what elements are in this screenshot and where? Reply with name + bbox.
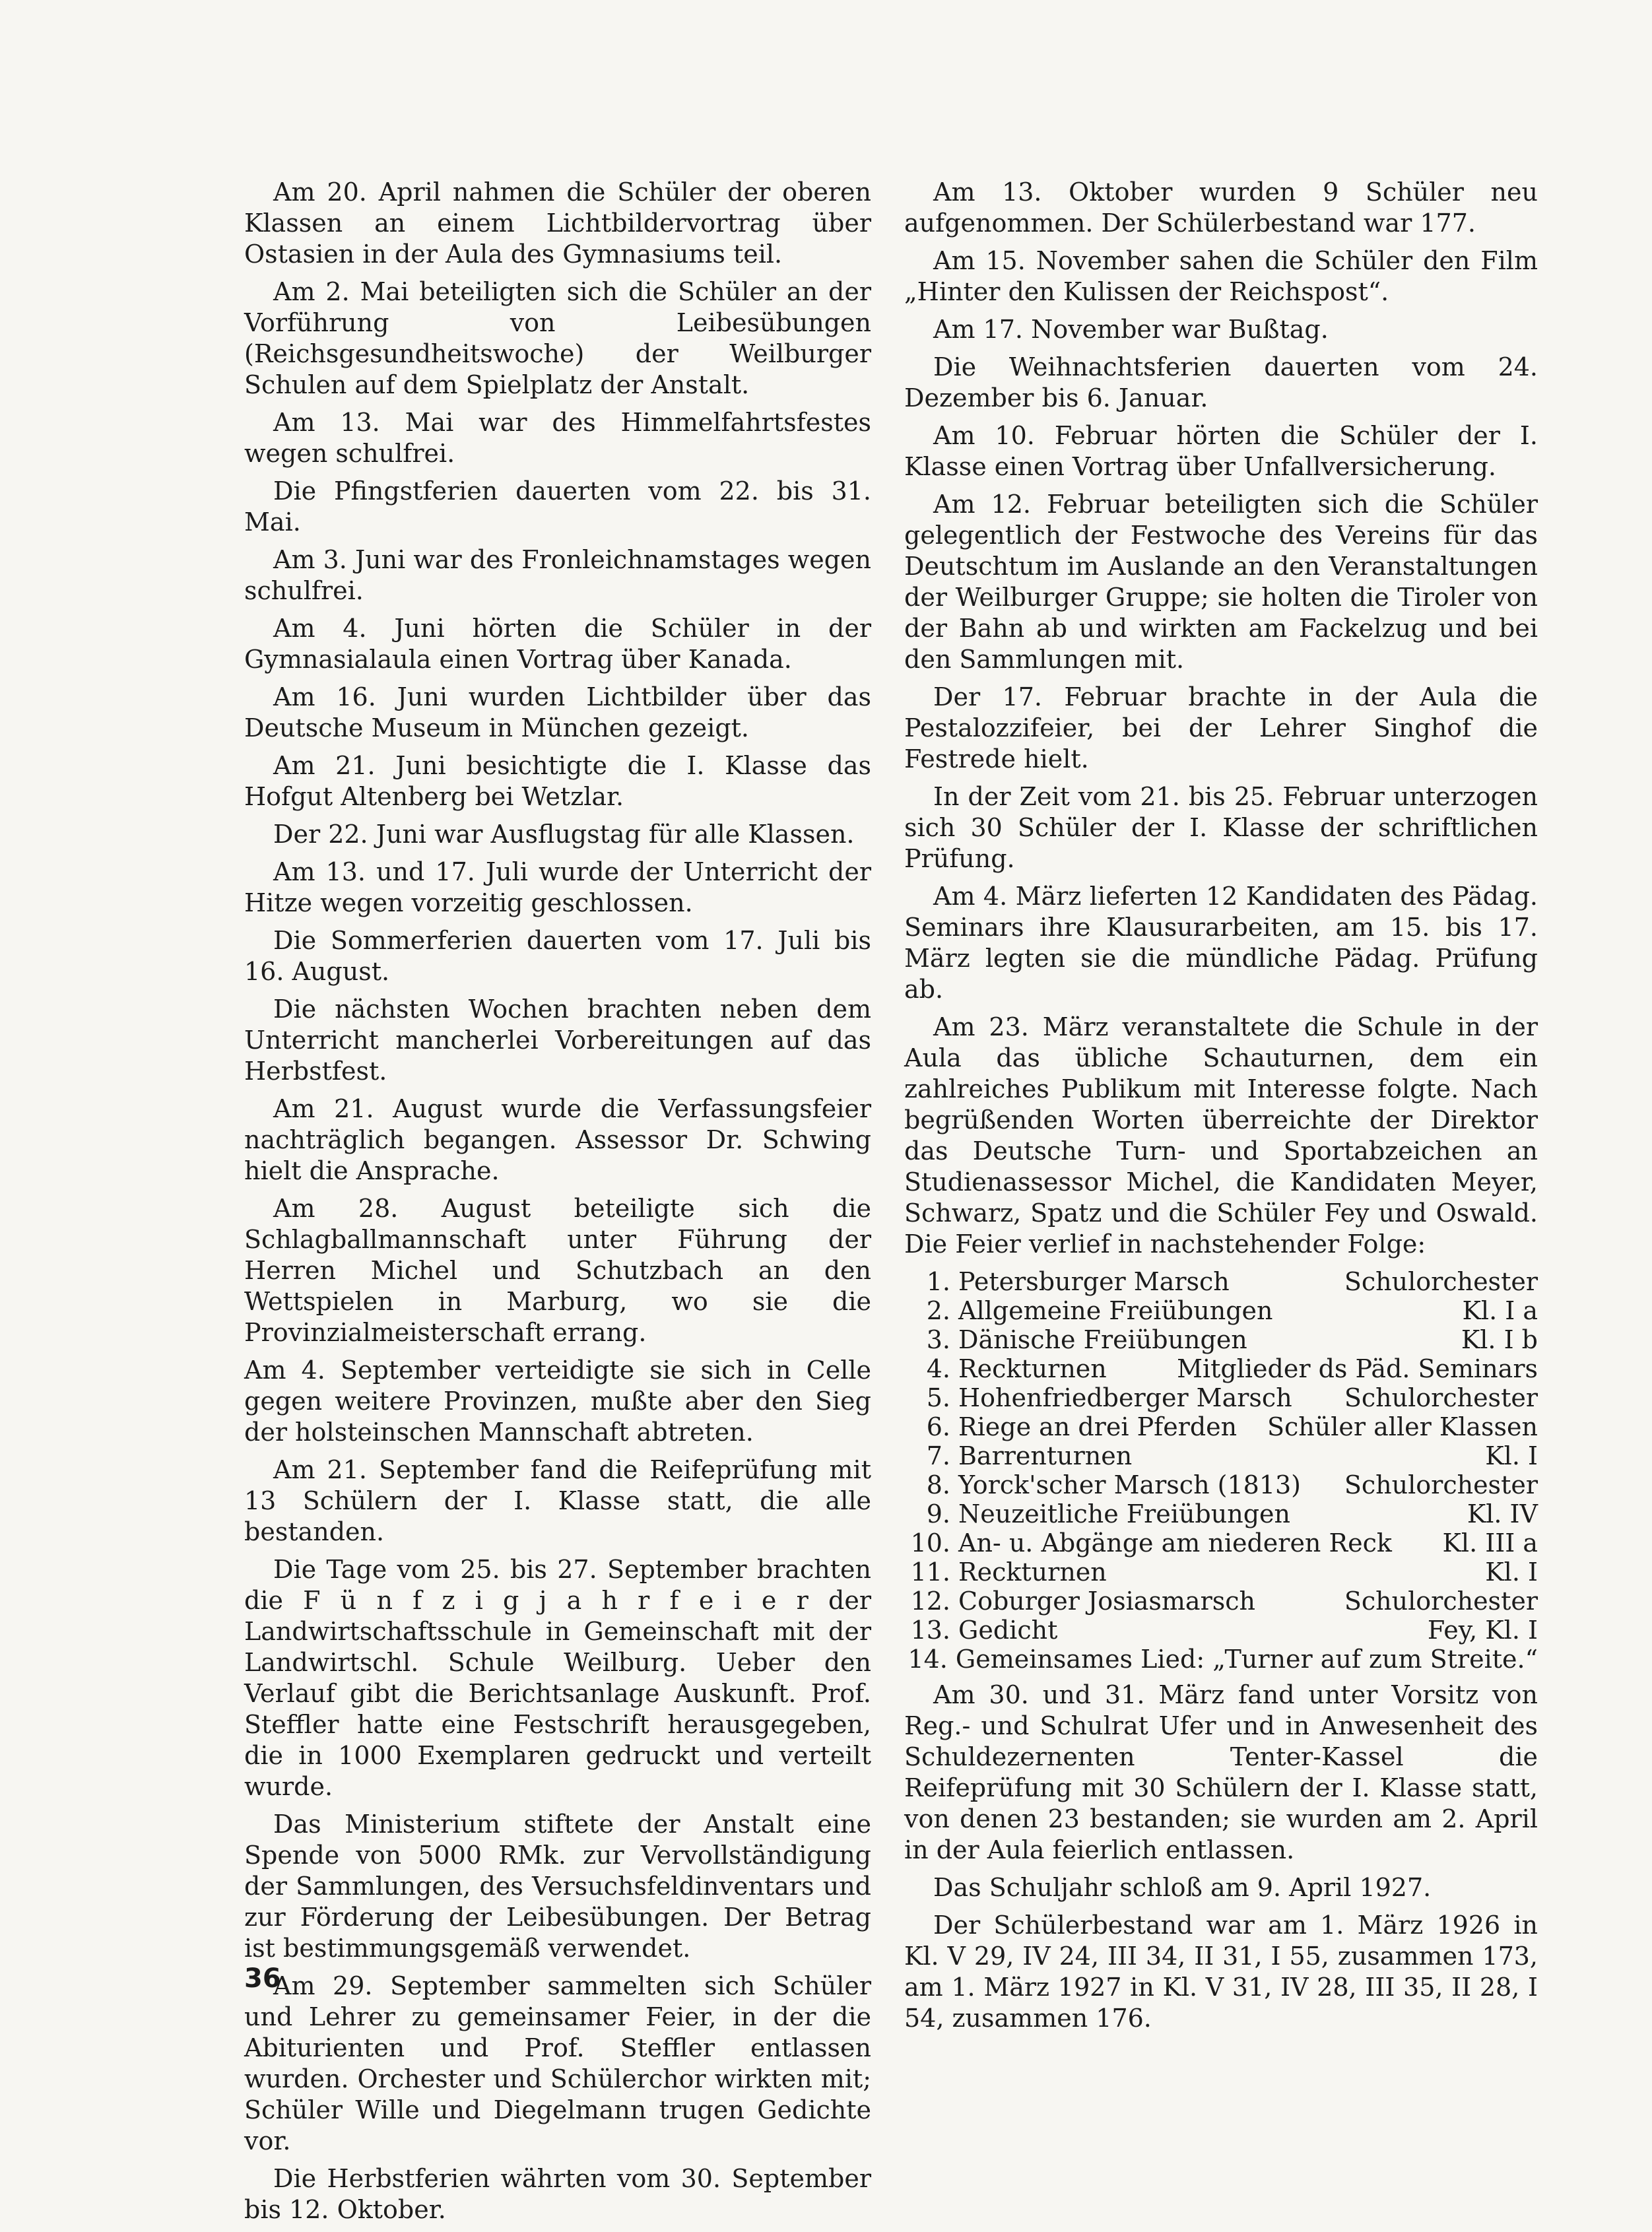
program-item-title: Coburger Josiasmarsch xyxy=(958,1587,1256,1616)
program-item-performer: Schulorchester xyxy=(1344,1383,1538,1412)
paragraph: Am 16. Juni wurden Lichtbilder über das Deutsche Museum in München gezeigt. xyxy=(244,682,871,742)
paragraph: Am 4. September verteidigte sie sich in Celle gegen weitere Provinzen, mußte aber den Sieg der holsteinschen Mannschaft abtreten. xyxy=(244,1356,871,1447)
page-number: 36 xyxy=(244,1963,281,1994)
program-item-title: Gedicht xyxy=(958,1616,1058,1645)
program-item-performer: Schulorchester xyxy=(1344,1470,1538,1499)
program-item-number: 12. xyxy=(910,1587,950,1616)
program-item xyxy=(904,1644,1538,1673)
paragraph: Am 15. November sahen die Schüler den Film „Hinter den Kulissen der Reichspost“. xyxy=(904,246,1538,306)
paragraph: Der 17. Februar brachte in der Aula die Pestalozzifeier, bei der Lehrer Singhof die Festrede hielt. xyxy=(904,682,1538,773)
paragraph: Am 13. Oktober wurden 9 Schüler neu aufgenommen. Der Schülerbestand war 177. xyxy=(904,178,1538,238)
program-item-number: 1. xyxy=(926,1267,950,1296)
program-item-performer: Kl. IV xyxy=(1467,1499,1538,1528)
program-item-title: Neuzeitliche Freiübungen xyxy=(958,1499,1290,1528)
program-item-number: 14. xyxy=(908,1645,948,1674)
program-item-number: 5. xyxy=(926,1383,950,1412)
paragraph: Das Ministerium stiftete der Anstalt eine Spende von 5000 RMk. zur Vervollständigung der Sammlungen, des Versuchsfeldinventars und zur Förderung der Leibesübungen. Der Betrag ist bestimmungsgemäß verwendet. xyxy=(244,1810,871,1963)
paragraph: Am 10. Februar hörten die Schüler der I. Klasse einen Vortrag über Unfallversicherung. xyxy=(904,421,1538,481)
program-item-title: Allgemeine Freiübungen xyxy=(958,1296,1273,1325)
program-item-number: 11. xyxy=(910,1558,950,1587)
program-item-number: 13. xyxy=(910,1616,950,1645)
program-item-performer: Kl. I xyxy=(1485,1441,1538,1470)
right-column xyxy=(904,177,1538,2041)
program-item-title: Barrenturnen xyxy=(958,1441,1133,1470)
program-item xyxy=(904,1383,1538,1412)
paragraph: Am 30. und 31. März fand unter Vorsitz von Reg.- und Schulrat Ufer und in Anwesenheit des Schuldezernenten Tenter-Kassel die Reifeprüfung mit 30 Schülern der I. Klasse statt, von denen 23 bestanden; sie wurden am 2. April in der Aula feierlich entlassen. xyxy=(904,1680,1538,1864)
program-item-number: 4. xyxy=(926,1354,950,1383)
paragraph: Am 20. April nahmen die Schüler der oberen Klassen an einem Lichtbildervortrag über Ostasien in der Aula des Gymnasiums teil. xyxy=(244,178,871,269)
program-item-performer: Mitglieder ds Päd. Seminars xyxy=(1177,1354,1538,1383)
program-item xyxy=(904,1528,1538,1557)
program-item xyxy=(904,1586,1538,1615)
paragraph: Am 28. August beteiligte sich die Schlagballmannschaft unter Führung der Herren Michel und Schutzbach an den Wettspielen in Marburg, wo sie die Provinzialmeisterschaft errang. xyxy=(244,1194,871,1347)
program-item-performer: Kl. I a xyxy=(1462,1296,1538,1325)
program-item xyxy=(904,1354,1538,1383)
paragraph: Am 3. Juni war des Fronleichnamstages wegen schulfrei. xyxy=(244,545,871,605)
paragraph: Das Schuljahr schloß am 9. April 1927. xyxy=(933,1873,1432,1902)
paragraph: Am 23. März veranstaltete die Schule in der Aula das übliche Schauturnen, dem ein zahlreiches Publikum mit Interesse folgte. Nach begrüßenden Worten überreichte der Direktor das Deutsche Turn- und Sportabzeichen an Studienassessor Michel, die Kandidaten Meyer, Schwarz, Spatz und die Schüler Fey und Oswald. Die Feier verlief in nachstehender Folge: xyxy=(904,1012,1538,1259)
program-item-title: An- u. Abgänge am niederen Reck xyxy=(958,1528,1392,1558)
paragraph: Am 12. Februar beteiligten sich die Schüler gelegentlich der Festwoche des Vereins für das Deutschtum im Auslande an den Veranstaltungen der Weilburger Gruppe; sie holten die Tiroler von der Bahn ab und wirkten am Fackelzug und bei den Sammlungen mit. xyxy=(904,490,1538,674)
paragraph: Am 4. März lieferten 12 Kandidaten des Pädag. Seminars ihre Klausurarbeiten, am 15. bis 17. März legten sie die mündliche Pädag. Prüfung ab. xyxy=(904,882,1538,1004)
program-item xyxy=(904,1325,1538,1354)
program-item-number: 10. xyxy=(910,1528,950,1558)
paragraph: Die Sommerferien dauerten vom 17. Juli bis 16. August. xyxy=(244,926,871,986)
paragraph: Die Tage vom 25. bis 27. September brachten die F ü n f z i g j a h r f e i e r der Landwirtschaftsschule in Gemeinschaft mit der Landwirtschl. Schule Weilburg. Ueber den Verlauf gibt die Berichtsanlage Auskunft. Prof. Steffler hatte eine Festschrift herausgegeben, die in 1000 Exemplaren gedruckt und verteilt wurde. xyxy=(244,1555,871,1801)
paragraph: Der Schülerbestand war am 1. März 1926 in Kl. V 29, IV 24, III 34, II 31, I 55, zusammen 173, am 1. März 1927 in Kl. V 31, IV 28, III 35, II 28, I 54, zusammen 176. xyxy=(904,1911,1538,2033)
program-item-number: 8. xyxy=(926,1470,950,1499)
program-item-title: Reckturnen xyxy=(958,1558,1107,1587)
program-item-performer: Schulorchester xyxy=(1344,1587,1538,1616)
program-item xyxy=(904,1266,1538,1296)
program-list xyxy=(904,1266,1538,1673)
program-item-performer: Schulorchester xyxy=(1344,1267,1538,1296)
program-item xyxy=(904,1499,1538,1528)
paragraph: Am 21. Juni besichtigte die I. Klasse das Hofgut Altenberg bei Wetzlar. xyxy=(244,751,871,811)
paragraph: Am 2. Mai beteiligten sich die Schüler an der Vorführung von Leibesübungen (Reichsgesundheitswoche) der Weilburger Schulen auf dem Spielplatz der Anstalt. xyxy=(244,277,871,399)
paragraph: In der Zeit vom 21. bis 25. Februar unterzogen sich 30 Schüler der I. Klasse der schriftlichen Prüfung. xyxy=(904,782,1538,873)
paragraph: Die Pfingstferien dauerten vom 22. bis 31. Mai. xyxy=(244,476,871,537)
program-item-title: Petersburger Marsch xyxy=(958,1267,1230,1296)
program-item-title: Yorck'scher Marsch (1813) xyxy=(958,1470,1301,1499)
paragraph: Die Herbstferien währten vom 30. September bis 12. Oktober. xyxy=(244,2164,871,2224)
program-item-number: 9. xyxy=(926,1499,950,1528)
paragraph: Am 21. September fand die Reifeprüfung mit 13 Schülern der I. Klasse statt, die alle bestanden. xyxy=(244,1455,871,1546)
paragraph: Die Weihnachtsferien dauerten vom 24. Dezember bis 6. Januar. xyxy=(904,352,1538,412)
program-item-title: Dänische Freiübungen xyxy=(958,1325,1247,1354)
program-item xyxy=(904,1441,1538,1470)
program-item xyxy=(904,1470,1538,1499)
paragraph: Am 13. Mai war des Himmelfahrtsfestes wegen schulfrei. xyxy=(244,408,871,468)
program-item-number: 7. xyxy=(926,1441,950,1470)
program-item-number: 3. xyxy=(926,1325,950,1354)
program-item-title: Gemeinsames Lied: „Turner auf zum Streite.“ xyxy=(955,1645,1538,1674)
paragraph: Der 22. Juni war Ausflugstag für alle Klassen. xyxy=(273,820,855,849)
program-item-performer: Kl. I b xyxy=(1461,1325,1538,1354)
program-item xyxy=(904,1615,1538,1644)
paragraph: Die nächsten Wochen brachten neben dem Unterricht mancherlei Vorbereitungen auf das Herbstfest. xyxy=(244,995,871,1086)
program-item-performer: Kl. III a xyxy=(1442,1528,1538,1558)
program-item xyxy=(904,1296,1538,1325)
program-item xyxy=(904,1557,1538,1586)
paragraph: Am 4. Juni hörten die Schüler in der Gymnasialaula einen Vortrag über Kanada. xyxy=(244,614,871,674)
program-item-number: 2. xyxy=(926,1296,950,1325)
paragraph: Am 21. August wurde die Verfassungsfeier nachträglich begangen. Assessor Dr. Schwing hielt die Ansprache. xyxy=(244,1094,871,1185)
program-item-performer: Fey, Kl. I xyxy=(1427,1616,1538,1645)
program-item-title: Hohenfriedberger Marsch xyxy=(958,1383,1292,1412)
program-item-title: Reckturnen xyxy=(958,1354,1107,1383)
left-column xyxy=(244,177,871,2232)
program-item-title: Riege an drei Pferden xyxy=(958,1412,1238,1441)
program-item-performer: Schüler aller Klassen xyxy=(1267,1412,1538,1441)
program-item-performer: Kl. I xyxy=(1485,1558,1538,1587)
program-item-number: 6. xyxy=(926,1412,950,1441)
paragraph: Am 13. und 17. Juli wurde der Unterricht der Hitze wegen vorzeitig geschlossen. xyxy=(244,857,871,917)
paragraph: Am 29. September sammelten sich Schüler und Lehrer zu gemeinsamer Feier, in der die Abiturienten und Prof. Steffler entlassen wurden. Orchester und Schülerchor wirkten mit; Schüler Wille und Diegelmann trugen Gedichte vor. xyxy=(244,1971,871,2155)
paragraph: Am 17. November war Bußtag. xyxy=(933,315,1329,344)
program-item xyxy=(904,1412,1538,1441)
